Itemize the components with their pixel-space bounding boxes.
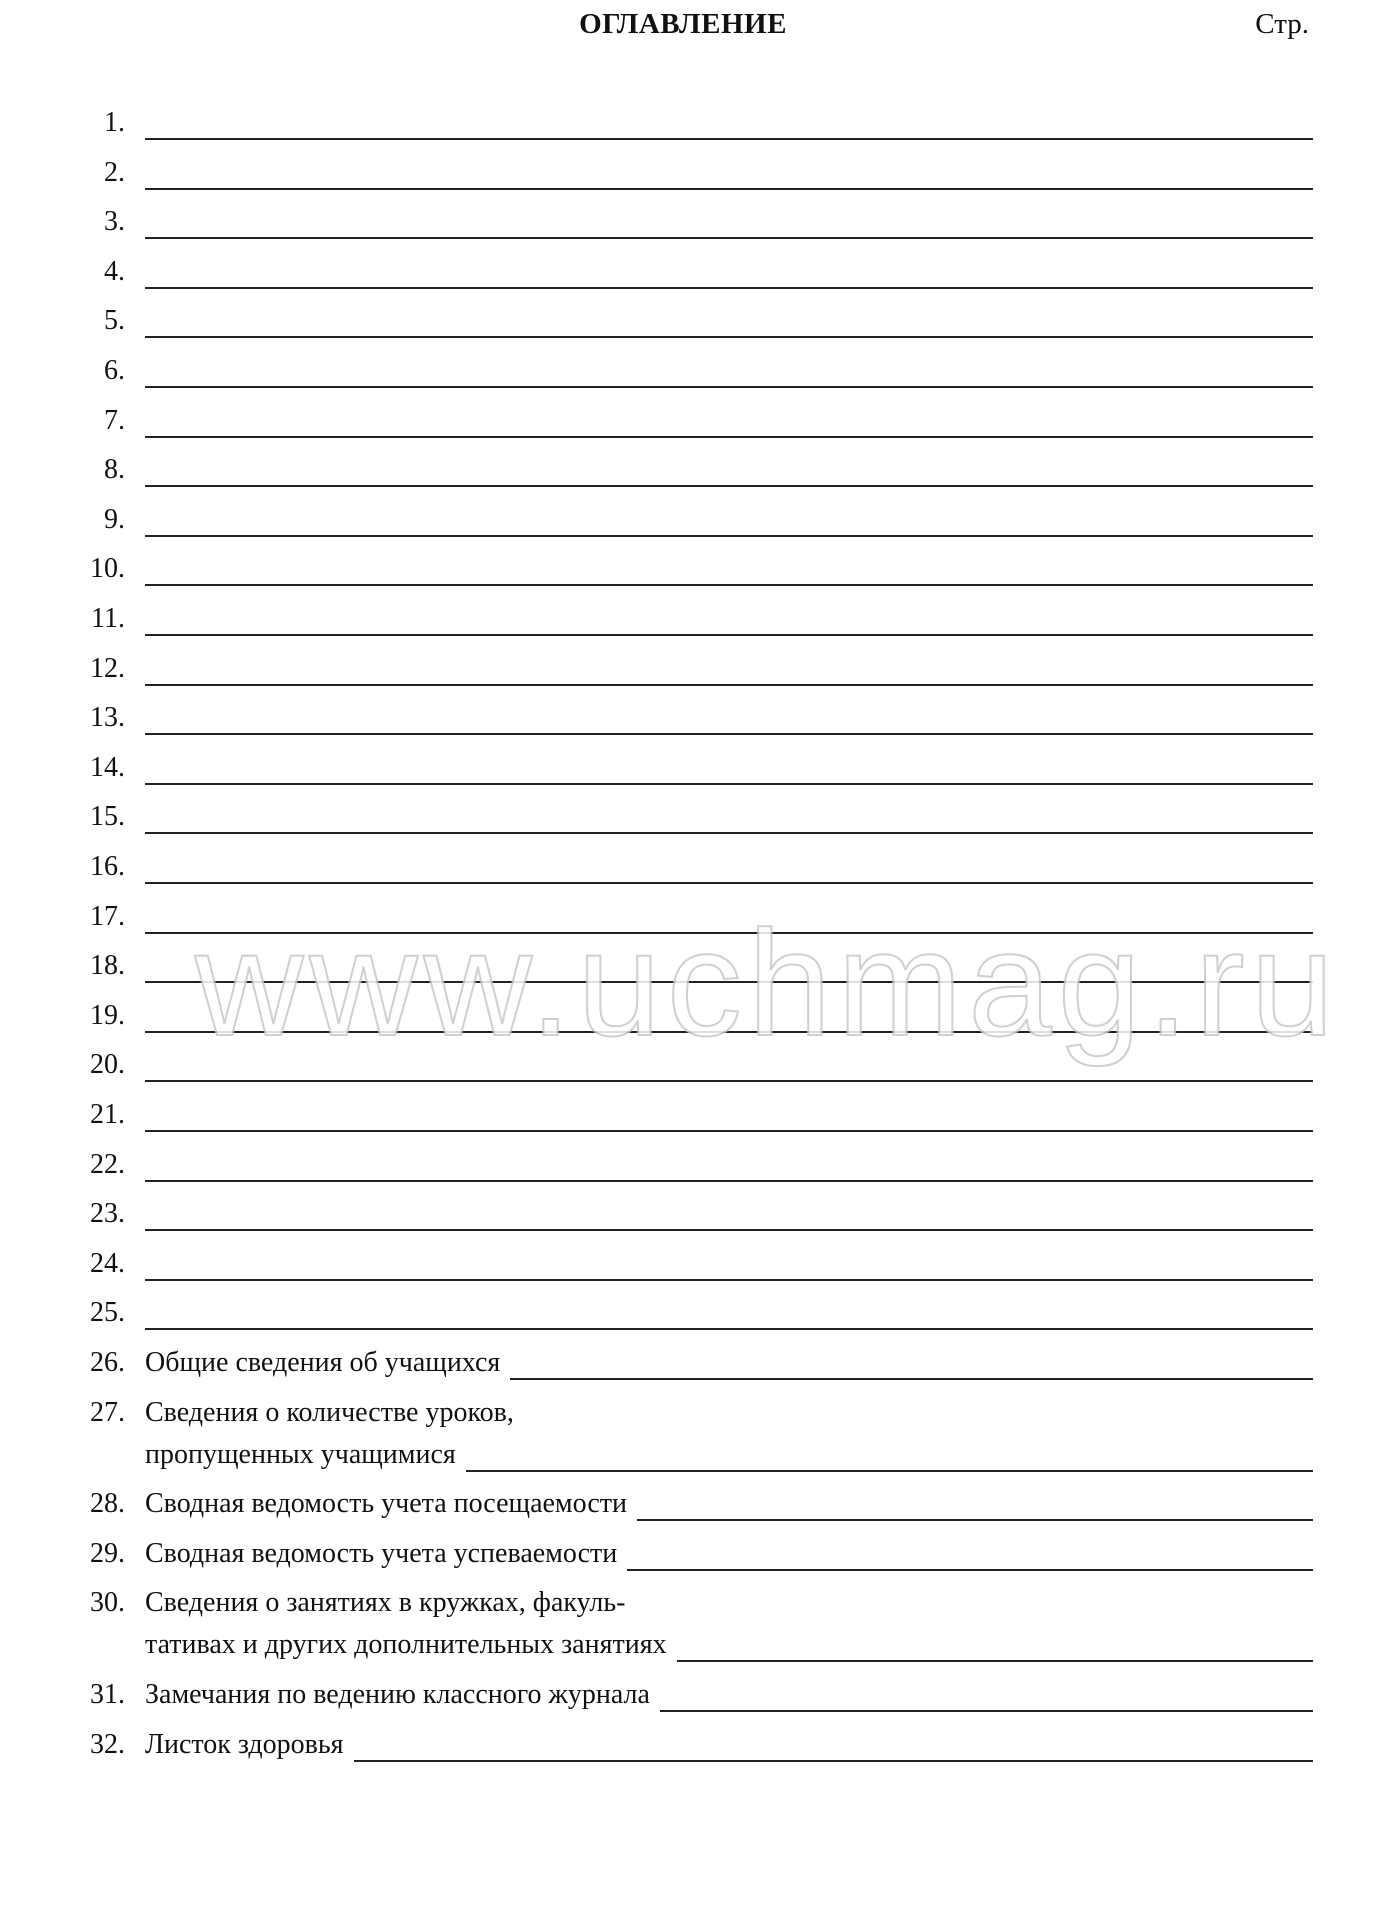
entry-number: 20. [90, 1049, 125, 1081]
entry-line [145, 237, 1313, 239]
entry-number: 18. [90, 950, 125, 982]
entry-number: 6. [104, 355, 125, 386]
entry-number: 8. [104, 454, 125, 486]
entry-number: 12. [90, 652, 125, 684]
entry-number: 26. [90, 1347, 125, 1378]
entry-line [145, 188, 1313, 190]
entry-line [145, 436, 1313, 438]
entry-number: 16. [90, 851, 125, 882]
entry-label: тативах и других дополнительных занятиях [145, 1629, 667, 1661]
entry-number: 14. [90, 751, 125, 783]
entry-number: 22. [90, 1148, 125, 1180]
entry-number: 25. [90, 1297, 125, 1329]
entry-line [145, 138, 1313, 140]
entry-line [145, 684, 1313, 686]
entry-number: 29. [90, 1537, 125, 1569]
entry-number: 1. [104, 107, 125, 138]
entry-label: Сведения о количестве уроков, [145, 1396, 514, 1428]
entry-number: 27. [90, 1396, 125, 1428]
entry-line [145, 882, 1313, 884]
entry-line [145, 1229, 1313, 1231]
entry-line [145, 1328, 1313, 1330]
entry-number: 10. [90, 553, 125, 585]
entry-number: 4. [104, 255, 125, 287]
entry-line [637, 1519, 1313, 1521]
entry-number: 15. [90, 801, 125, 833]
entry-line [145, 1130, 1313, 1132]
watermark-text: www.uchmag.ru [195, 899, 1341, 1067]
entry-line [145, 783, 1313, 785]
entry-number: 11. [91, 603, 125, 634]
entry-line [145, 634, 1313, 636]
entry-label: Общие сведения об учащихся [145, 1347, 501, 1378]
entry-line [627, 1569, 1313, 1571]
entry-number: 19. [90, 999, 125, 1031]
entry-line [466, 1470, 1313, 1472]
entry-line [677, 1660, 1313, 1662]
entry-line [145, 733, 1313, 735]
entry-line [145, 932, 1313, 934]
entry-number: 13. [90, 702, 125, 734]
entry-line [145, 832, 1313, 834]
entry-line [354, 1760, 1313, 1762]
entry-line [145, 1279, 1313, 1281]
entry-label: Замечания по ведению классного журнала [145, 1679, 650, 1710]
entry-number: 7. [104, 404, 125, 436]
page-title: ОГЛАВЛЕНИЕ [579, 8, 787, 40]
entry-number: 31. [90, 1679, 125, 1710]
entry-number: 9. [104, 503, 125, 535]
entry-number: 21. [90, 1099, 125, 1130]
entry-line [145, 981, 1313, 983]
entry-line [145, 1080, 1313, 1082]
entry-number: 28. [90, 1488, 125, 1520]
entry-number: 30. [90, 1587, 125, 1619]
entry-line [145, 535, 1313, 537]
entry-line [145, 336, 1313, 338]
entry-number: 23. [90, 1198, 125, 1230]
entry-line [660, 1710, 1313, 1712]
entry-label: пропущенных учащимися [145, 1438, 456, 1470]
entry-label: Листок здоровья [145, 1728, 344, 1760]
page-column-header: Стр. [1255, 8, 1309, 40]
entry-line [145, 1180, 1313, 1182]
entry-number: 5. [104, 305, 125, 337]
entry-number: 2. [104, 156, 125, 188]
entry-line [145, 584, 1313, 586]
entry-label: Сводная ведомость учета посещаемости [145, 1488, 627, 1520]
entry-line [145, 386, 1313, 388]
entry-label: Сводная ведомость учета успеваемости [145, 1537, 618, 1569]
entry-line [510, 1378, 1313, 1380]
entry-label: Сведения о занятиях в кружках, факуль- [145, 1587, 626, 1619]
entry-number: 24. [90, 1247, 125, 1279]
entry-line [145, 485, 1313, 487]
entry-number: 17. [90, 900, 125, 932]
entry-number: 32. [90, 1728, 125, 1760]
entry-line [145, 287, 1313, 289]
entry-line [145, 1031, 1313, 1033]
entry-number: 3. [104, 206, 125, 238]
